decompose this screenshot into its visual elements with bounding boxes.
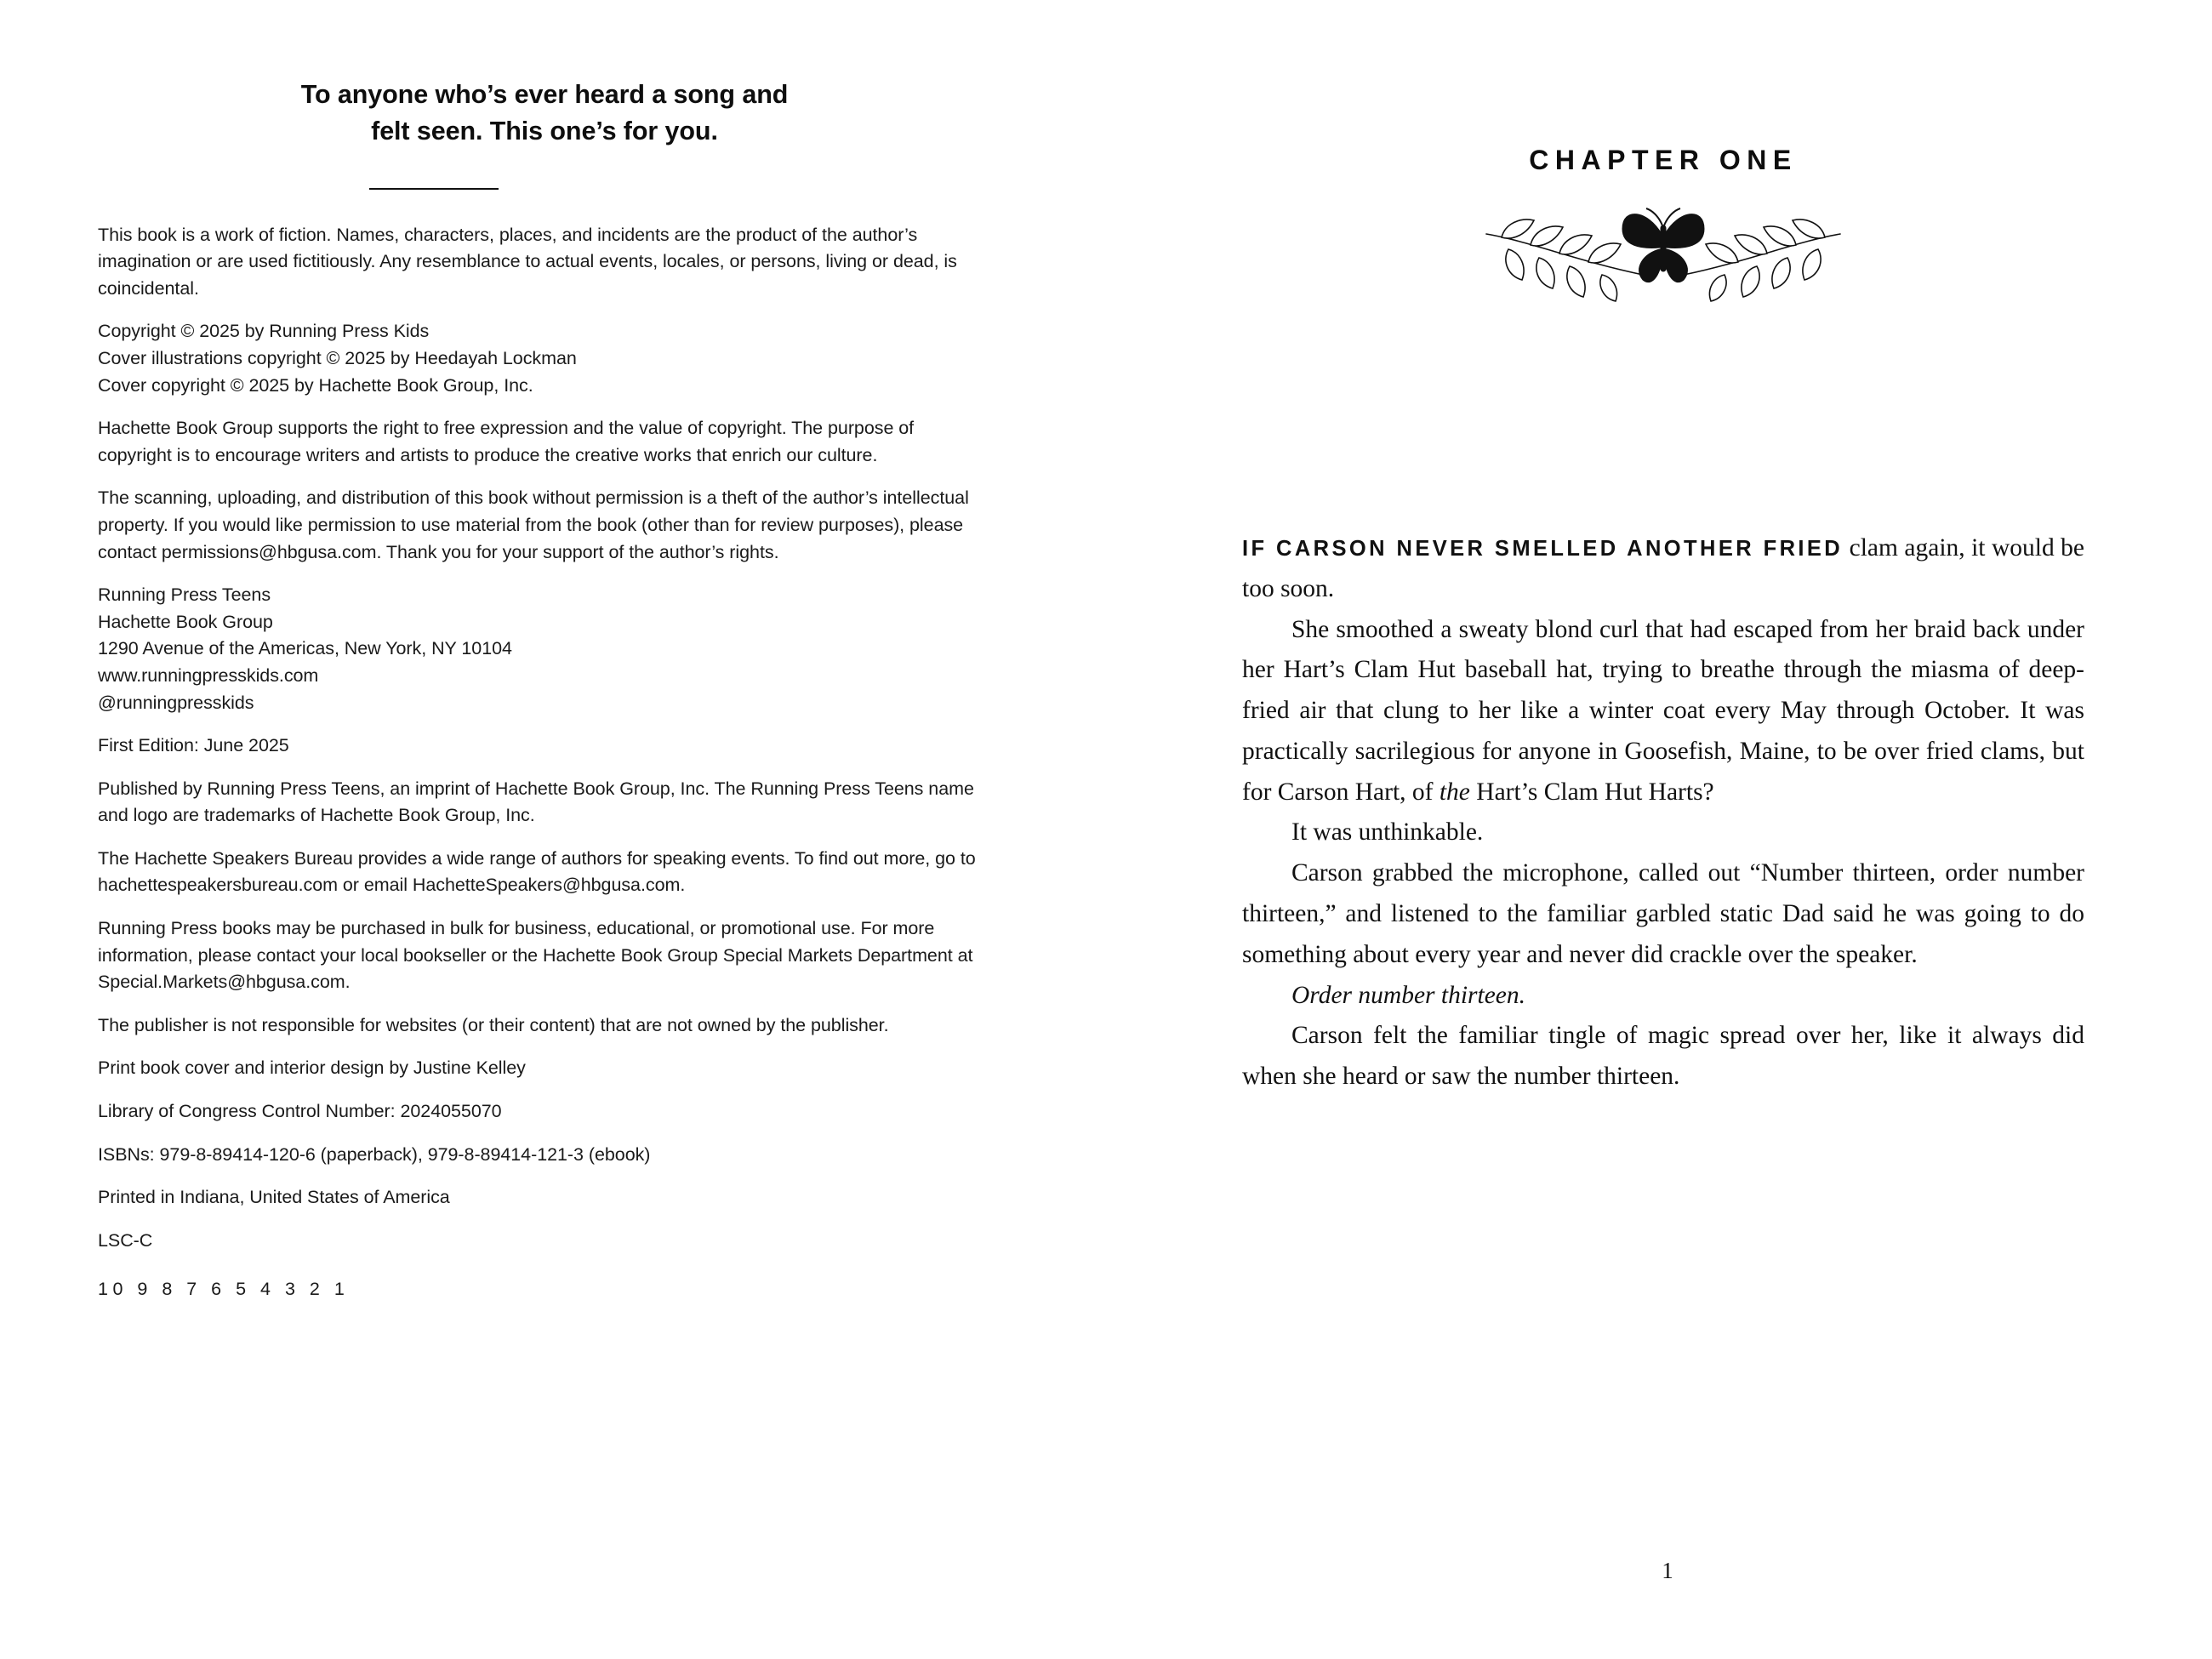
- body-paragraph: Carson grabbed the microphone, called out “Number thirteen, order number thirteen,” and listened to the familiar garbled static Dad said he was going to do something about every year and never did crackle over the speaker.: [1242, 859, 2084, 968]
- copyright-ownership-group: [98, 318, 991, 399]
- copyright-paragraph: This book is a work of fiction. Names, characters, places, and incidents are the product of the author’s imagination or are used fictitiously. Any resemblance to actual events, locales, or persons, living or dead, is coincidental.: [98, 224, 957, 299]
- horizontal-rule-icon: [369, 188, 499, 190]
- copyright-paragraph: The publisher is not responsible for websites (or their content) that are not owned by the publisher.: [98, 1014, 889, 1035]
- butterfly-laurel-ornament-icon: [1242, 205, 2084, 316]
- website-line: www.runningpresskids.com: [98, 664, 319, 686]
- imprint-line: Running Press Teens: [98, 584, 271, 606]
- chapter-one-page: [1106, 0, 2212, 1659]
- copyright-text-block: [98, 222, 991, 1303]
- dedication: [98, 77, 991, 151]
- copyright-line: Copyright © 2025 by Running Press Kids: [98, 321, 430, 342]
- page-number: [1106, 1558, 2212, 1584]
- opening-paragraph: [1242, 528, 2084, 610]
- chapter-body-text: [1242, 528, 2084, 1097]
- social-handle-line: @runningpresskids: [98, 692, 254, 713]
- body-paragraph: It was unthinkable.: [1291, 818, 1484, 847]
- copyright-paragraph: The scanning, uploading, and distribution of this book without permission is a theft of the author’s intellectual property. If you would like permission to use material from the book (other than for review purposes), please contact permissions@hbgusa.com. Thank you for your support of the author’s rights.: [98, 487, 969, 562]
- opening-words: IF CARSON NEVER SMELLED ANOTHER FRIED: [1242, 537, 1844, 561]
- design-credit-line: Print book cover and interior design by Justine Kelley: [98, 1058, 526, 1079]
- divider: [98, 188, 991, 190]
- chapter-heading: CHAPTER ONE: [1529, 145, 1798, 175]
- dedication-line-1: To anyone who’s ever heard a song and: [300, 80, 789, 109]
- publisher-address-group: [98, 582, 991, 716]
- body-paragraph-italic: [1242, 976, 2084, 1017]
- page-number-value: 1: [1662, 1558, 1673, 1583]
- publisher-line: Hachette Book Group: [98, 611, 273, 632]
- isbn-line: ISBNs: 979-8-89414-120-6 (paperback), 979-8-89414-121-3 (ebook): [98, 1143, 651, 1165]
- cover-illustration-line: Cover illustrations copyright © 2025 by Heedayah Lockman: [98, 347, 577, 368]
- lccn-line: Library of Congress Control Number: 2024055070: [98, 1101, 502, 1122]
- address-line: 1290 Avenue of the Americas, New York, NY 10104: [98, 638, 512, 659]
- printed-in-line: Printed in Indiana, United States of America: [98, 1187, 450, 1208]
- body-paragraph: Carson felt the familiar tingle of magic spread over her, like it always did when she heard or saw the number thirteen.: [1242, 1022, 2084, 1091]
- body-paragraph: She smoothed a sweaty blond curl that had escaped from her braid back under her Hart’s Clam Hut baseball hat, trying to breathe through the miasma of deep-fried air that clung to her like a winter coat every May through October. It was practically sacrilegious for anyone in Goosefish, Maine, to be over fried clams, but for Carson Hart, of the Hart’s Clam Hut Harts?: [1242, 615, 2084, 806]
- cover-copyright-line: Cover copyright © 2025 by Hachette Book Group, Inc.: [98, 374, 533, 396]
- printer-code-line: LSC-C: [98, 1229, 153, 1251]
- copyright-paragraph: Hachette Book Group supports the right to free expression and the value of copyright. The purpose of copyright is to encourage writers and artists to produce the creative works that enrich our culture.: [98, 418, 915, 465]
- print-number-line: 10 9 8 7 6 5 4 3 2 1: [98, 1279, 350, 1300]
- copyright-paragraph: Running Press books may be purchased in bulk for business, educational, or promotional use. For more information, please contact your local bookseller or the Hachette Book Group Special Markets Department at Special.Markets@hbgusa.com.: [98, 918, 973, 993]
- dedication-line-2: felt seen. This one’s for you.: [371, 117, 718, 146]
- edition-line: First Edition: June 2025: [98, 735, 289, 756]
- copyright-paragraph: Published by Running Press Teens, an imprint of Hachette Book Group, Inc. The Running Press Teens name and logo are trademarks of Hachette Book Group, Inc.: [98, 778, 974, 826]
- opening-continuation: clam again, it would be too soon.: [1242, 534, 2085, 602]
- copyright-paragraph: The Hachette Speakers Bureau provides a wide range of authors for speaking events. To find out more, go to hachettespeakersbureau.com or email HachetteSpeakers@hbgusa.com.: [98, 847, 976, 896]
- italic-order-line: Order number thirteen.: [1291, 981, 1526, 1009]
